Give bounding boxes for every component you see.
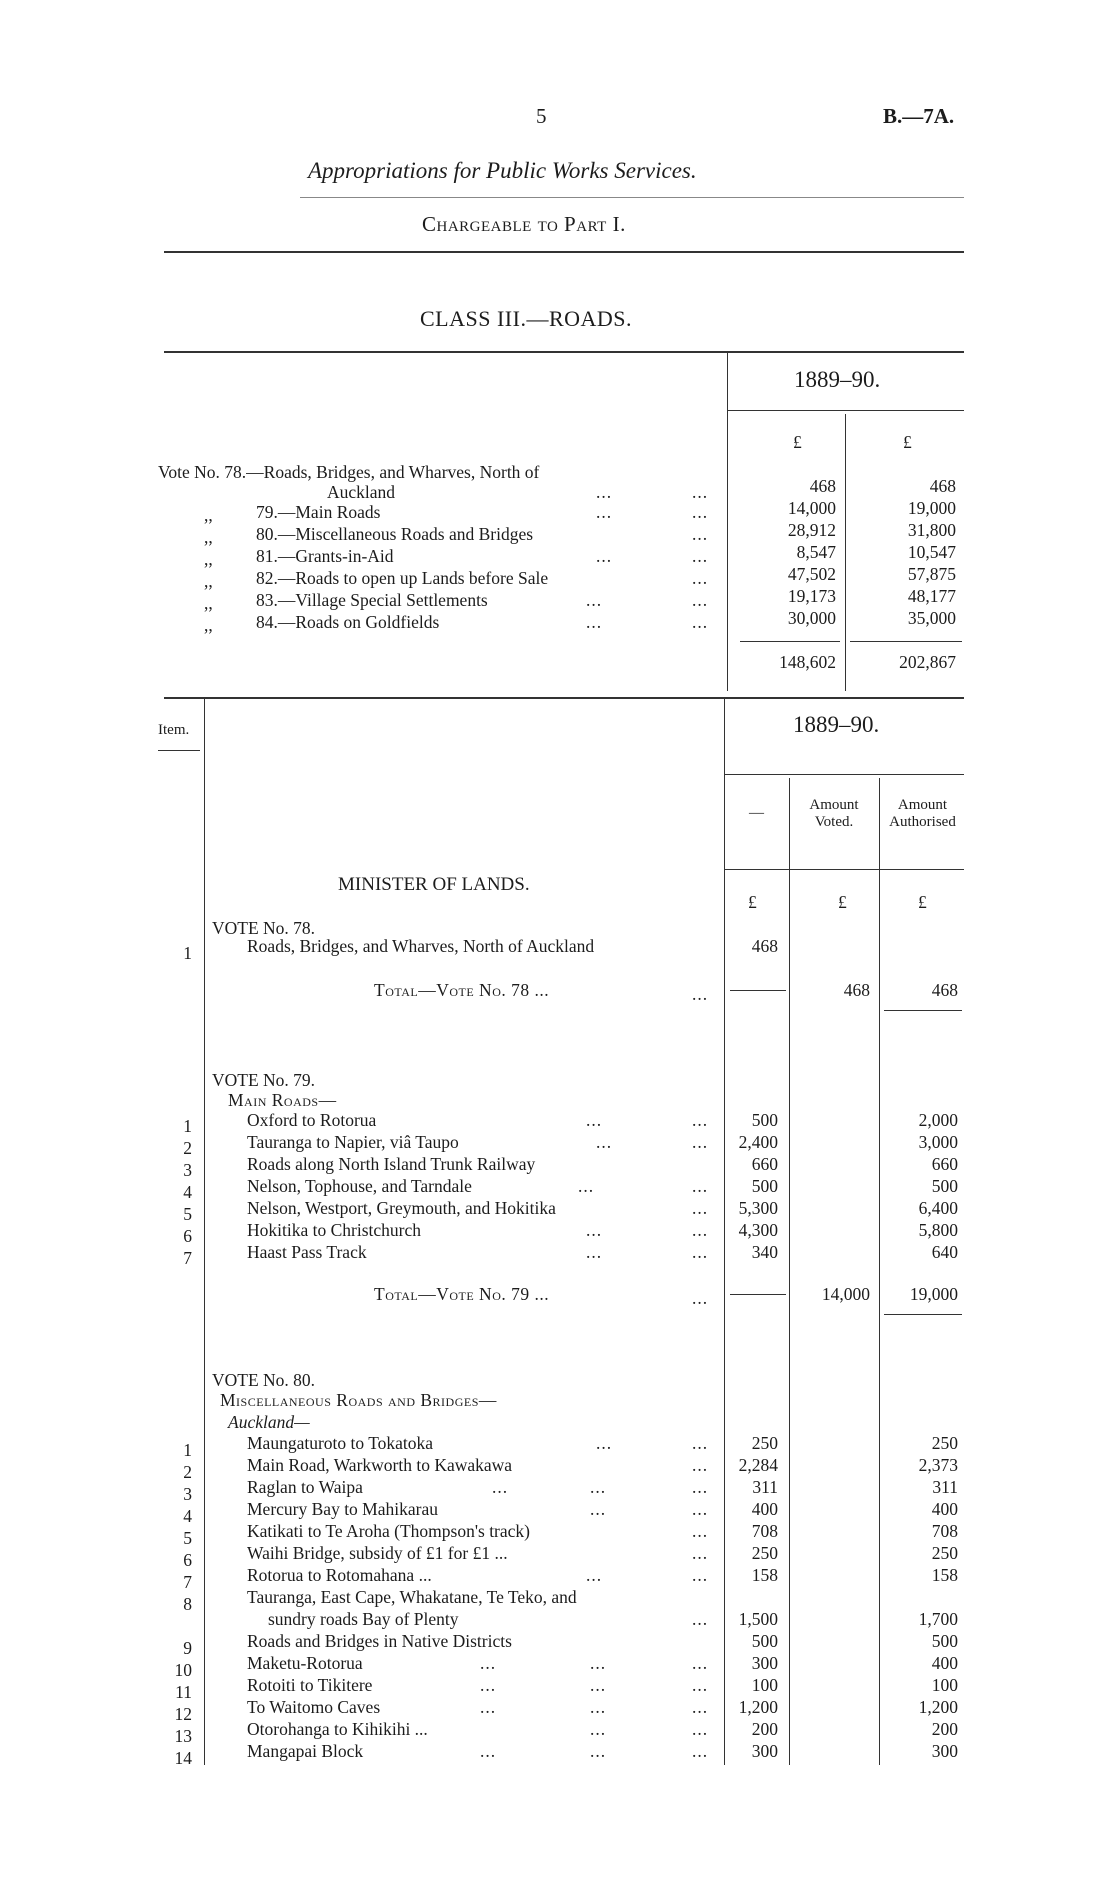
detail-year: 1889–90.: [793, 712, 880, 737]
item-label: Rotoiti to Tikitere: [247, 1675, 373, 1695]
header-line: Amount: [809, 797, 859, 813]
leader-dots: ...: [692, 1242, 709, 1262]
vote-total-label: Total—Vote No. 79 ...: [374, 1284, 550, 1304]
item-label: Mercury Bay to Mahikarau: [247, 1499, 438, 1519]
leader-dots: ...: [692, 1132, 709, 1152]
column-rule: [727, 351, 728, 691]
page-number: 5: [536, 104, 547, 128]
leader-dots: ...: [692, 546, 709, 566]
leader-dots: ...: [692, 612, 709, 632]
leader-dots: ...: [596, 1132, 613, 1152]
item-amount: 250: [751, 1543, 778, 1563]
vote-total-voted: 14,000: [821, 1284, 870, 1304]
item-amount: 708: [751, 1521, 778, 1541]
leader-dots: ...: [692, 1675, 709, 1695]
item-amount: 100: [751, 1675, 778, 1695]
leader-dots: ...: [692, 1653, 709, 1673]
item-amount: 500: [751, 1110, 778, 1130]
item-label: Main Road, Warkworth to Kawakawa: [247, 1455, 513, 1475]
item-authorised: 1,700: [918, 1609, 958, 1629]
item-authorised: 250: [931, 1543, 958, 1563]
item-amount: 2,400: [738, 1132, 778, 1152]
item-number: 7: [183, 1248, 192, 1268]
item-label-continued: sundry roads Bay of Plenty: [268, 1609, 459, 1629]
item-label: Maungaturoto to Tokatoka: [247, 1433, 434, 1453]
summary-vote-label: Vote No. 78.—Roads, Bridges, and Wharves, North of: [158, 462, 540, 482]
leader-dots: ...: [586, 1220, 603, 1240]
item-amount: 500: [751, 1631, 778, 1651]
item-label: Tauranga, East Cape, Whakatane, Te Teko, and: [247, 1587, 577, 1607]
currency-symbol: £: [903, 432, 912, 452]
leader-dots: ...: [692, 1719, 709, 1739]
item-number: 1: [183, 1116, 192, 1136]
vote-heading: VOTE No. 79.: [212, 1070, 316, 1090]
summary-amount: 10,547: [907, 542, 956, 562]
rule: [158, 750, 200, 751]
item-number: 1: [183, 943, 192, 963]
column-rule: [845, 414, 846, 691]
item-number: 5: [183, 1204, 192, 1224]
item-label: Maketu-Rotorua: [247, 1653, 363, 1673]
ditto-mark: ,,: [204, 615, 213, 635]
item-number: 7: [183, 1572, 192, 1592]
leader-dots: ...: [480, 1741, 497, 1761]
item-authorised: 640: [931, 1242, 958, 1262]
item-authorised: 500: [931, 1176, 958, 1196]
item-number: 2: [183, 1138, 192, 1158]
item-authorised: 660: [931, 1154, 958, 1174]
class-heading: CLASS III.—ROADS.: [420, 306, 633, 331]
vote-subheading: Main Roads—: [228, 1090, 337, 1110]
amount-authorised-header: [879, 797, 966, 831]
item-authorised: 200: [931, 1719, 958, 1739]
region-heading: Auckland—: [228, 1412, 310, 1432]
item-amount: 311: [752, 1477, 778, 1497]
header-line: Voted.: [814, 814, 854, 830]
summary-year: 1889–90.: [794, 367, 881, 392]
item-label: Katikati to Te Aroha (Thompson's track): [247, 1521, 530, 1541]
leader-dots: ...: [692, 1198, 709, 1218]
vote-total-label: Total—Vote No. 78 ...: [374, 980, 550, 1000]
item-amount: 5,300: [738, 1198, 778, 1218]
leader-dots: ...: [692, 1609, 709, 1629]
item-amount: 660: [751, 1154, 778, 1174]
item-label: Rotorua to Rotomahana ...: [247, 1565, 432, 1585]
item-number: 12: [174, 1704, 192, 1724]
item-amount: 300: [751, 1741, 778, 1761]
rule: [727, 410, 964, 411]
amount-voted-header: [789, 797, 879, 831]
item-amount: 400: [751, 1499, 778, 1519]
summary-amount: 28,912: [787, 520, 836, 540]
column-rule: [204, 697, 205, 1765]
column-rule: [879, 778, 880, 1765]
currency-symbol: £: [793, 432, 802, 452]
leader-dots: ...: [586, 1565, 603, 1585]
rule: [884, 1010, 962, 1011]
leader-dots: ...: [692, 1565, 709, 1585]
leader-dots: ...: [586, 590, 603, 610]
leader-dots: ...: [480, 1697, 497, 1717]
rule: [740, 641, 840, 642]
leader-dots: ...: [586, 1242, 603, 1262]
summary-amount: 19,173: [787, 586, 836, 606]
item-authorised: 5,800: [918, 1220, 958, 1240]
item-amount: 250: [751, 1433, 778, 1453]
vote-heading: VOTE No. 80.: [212, 1370, 316, 1390]
vote-total-voted: 468: [843, 980, 870, 1000]
rule: [730, 1294, 786, 1295]
leader-dots: ...: [692, 590, 709, 610]
currency-symbol: £: [838, 892, 847, 912]
leader-dots: ...: [492, 1477, 509, 1497]
item-authorised: 100: [931, 1675, 958, 1695]
vote-total-authorised: 19,000: [909, 1284, 958, 1304]
item-number: 4: [183, 1182, 192, 1202]
summary-amount: 47,502: [787, 564, 836, 584]
rule: [850, 641, 962, 642]
leader-dots: ...: [590, 1653, 607, 1673]
item-amount: 1,500: [738, 1609, 778, 1629]
item-amount: 300: [751, 1653, 778, 1673]
item-authorised: 158: [931, 1565, 958, 1585]
leader-dots: ...: [692, 1697, 709, 1717]
leader-dots: ...: [596, 1433, 613, 1453]
leader-dots: ...: [692, 1521, 709, 1541]
summary-vote-label: 83.—Village Special Settlements: [256, 590, 488, 610]
item-authorised: 300: [931, 1741, 958, 1761]
leader-dots: ...: [692, 1499, 709, 1519]
item-authorised: 400: [931, 1499, 958, 1519]
document-reference: B.—7A.: [883, 104, 955, 128]
item-number: 3: [183, 1160, 192, 1180]
summary-amount: 14,000: [787, 498, 836, 518]
item-amount: 340: [751, 1242, 778, 1262]
leader-dots: ...: [692, 1741, 709, 1761]
leader-dots: ...: [590, 1719, 607, 1739]
header-line: Authorised: [889, 814, 956, 830]
item-amount: 500: [751, 1176, 778, 1196]
ditto-mark: ,,: [204, 593, 213, 613]
item-number: 10: [174, 1660, 192, 1680]
vote-subheading: Miscellaneous Roads and Bridges—: [220, 1390, 497, 1410]
summary-amount: 468: [809, 476, 836, 496]
leader-dots: ...: [692, 524, 709, 544]
leader-dots: ...: [590, 1697, 607, 1717]
item-authorised: 6,400: [918, 1198, 958, 1218]
rule: [730, 990, 786, 991]
item-label: Roads and Bridges in Native Districts: [247, 1631, 512, 1651]
leader-dots: ...: [692, 1288, 709, 1308]
chargeable-heading: Chargeable to Part I.: [422, 212, 626, 236]
item-label: Haast Pass Track: [247, 1242, 367, 1262]
summary-amount: 48,177: [907, 586, 956, 606]
leader-dots: ...: [596, 482, 613, 502]
item-label: Nelson, Tophouse, and Tarndale: [247, 1176, 472, 1196]
leader-dots: ...: [586, 1110, 603, 1130]
leader-dots: ...: [692, 1543, 709, 1563]
leader-dots: ...: [692, 1433, 709, 1453]
summary-total: 148,602: [779, 652, 836, 672]
item-column-header: Item.: [158, 722, 190, 738]
item-number: 11: [175, 1682, 192, 1702]
ditto-mark: ,,: [204, 527, 213, 547]
leader-dots: ...: [480, 1653, 497, 1673]
leader-dots: ...: [596, 502, 613, 522]
leader-dots: ...: [596, 546, 613, 566]
item-amount: 4,300: [738, 1220, 778, 1240]
item-number: 4: [183, 1506, 192, 1526]
column-rule: [724, 697, 725, 1765]
summary-total: 202,867: [899, 652, 956, 672]
summary-amount: 30,000: [787, 608, 836, 628]
item-amount: 158: [751, 1565, 778, 1585]
leader-dots: ...: [692, 1220, 709, 1240]
item-authorised: 500: [931, 1631, 958, 1651]
item-amount: 468: [751, 936, 778, 956]
summary-amount: 468: [929, 476, 956, 496]
header-line: Amount: [897, 797, 948, 813]
item-authorised: 2,000: [918, 1110, 958, 1130]
leader-dots: ...: [692, 568, 709, 588]
rule: [300, 197, 964, 198]
item-label: Roads along North Island Trunk Railway: [247, 1154, 536, 1174]
page-title: Appropriations for Public Works Services.: [308, 158, 697, 183]
summary-vote-label-continued: Auckland: [327, 482, 396, 502]
rule: [164, 351, 964, 353]
ditto-mark: ,,: [204, 571, 213, 591]
summary-vote-label: 81.—Grants-in-Aid: [256, 546, 394, 566]
item-label: Raglan to Waipa: [247, 1477, 363, 1497]
summary-vote-label: 79.—Main Roads: [256, 502, 381, 522]
vote-heading: VOTE No. 78.: [212, 918, 316, 938]
item-number: 9: [183, 1638, 192, 1658]
currency-symbol: £: [918, 892, 927, 912]
leader-dots: ...: [586, 612, 603, 632]
item-authorised: 311: [932, 1477, 958, 1497]
leader-dots: ...: [692, 1455, 709, 1475]
item-label: Otorohanga to Kihikihi ...: [247, 1719, 428, 1739]
item-label: Hokitika to Christchurch: [247, 1220, 422, 1240]
item-number: 1: [183, 1440, 192, 1460]
rule: [724, 774, 964, 775]
item-number: 5: [183, 1528, 192, 1548]
item-label: Roads, Bridges, and Wharves, North of Auckland: [247, 936, 595, 956]
item-amount: 2,284: [738, 1455, 778, 1475]
leader-dots: ...: [692, 1477, 709, 1497]
leader-dots: ...: [692, 482, 709, 502]
item-number: 13: [174, 1726, 192, 1746]
item-authorised: 1,200: [918, 1697, 958, 1717]
item-authorised: 400: [931, 1653, 958, 1673]
vote-total-authorised: 468: [931, 980, 958, 1000]
leader-dots: ...: [480, 1675, 497, 1695]
item-authorised: 3,000: [918, 1132, 958, 1152]
item-label: Nelson, Westport, Greymouth, and Hokitika: [247, 1198, 556, 1218]
item-authorised: 708: [931, 1521, 958, 1541]
item-label: To Waitomo Caves: [247, 1697, 381, 1717]
rule: [884, 1314, 962, 1315]
summary-amount: 19,000: [907, 498, 956, 518]
leader-dots: ...: [590, 1741, 607, 1761]
leader-dots: ...: [692, 1110, 709, 1130]
summary-amount: 57,875: [907, 564, 956, 584]
item-label: Tauranga to Napier, viâ Taupo: [247, 1132, 459, 1152]
ditto-mark: ,,: [204, 505, 213, 525]
item-authorised: 2,373: [918, 1455, 958, 1475]
item-number: 6: [183, 1226, 192, 1246]
summary-vote-label: 84.—Roads on Goldfields: [256, 612, 440, 632]
ditto-mark: ,,: [204, 549, 213, 569]
minister-heading: MINISTER OF LANDS.: [338, 874, 530, 895]
column-header-dash: —: [749, 805, 764, 821]
summary-amount: 8,547: [796, 542, 836, 562]
item-number: 14: [174, 1748, 192, 1768]
item-label: Oxford to Rotorua: [247, 1110, 377, 1130]
item-label: Waihi Bridge, subsidy of £1 for £1 ...: [247, 1543, 508, 1563]
rule: [724, 869, 964, 870]
item-amount: 1,200: [738, 1697, 778, 1717]
summary-amount: 31,800: [907, 520, 956, 540]
rule: [164, 251, 964, 253]
leader-dots: ...: [578, 1176, 595, 1196]
currency-symbol: £: [748, 892, 757, 912]
item-number: 6: [183, 1550, 192, 1570]
item-amount: 200: [751, 1719, 778, 1739]
item-label: Mangapai Block: [247, 1741, 364, 1761]
summary-amount: 35,000: [907, 608, 956, 628]
item-authorised: 250: [931, 1433, 958, 1453]
column-rule: [789, 778, 790, 1765]
rule: [164, 697, 964, 699]
leader-dots: ...: [590, 1675, 607, 1695]
leader-dots: ...: [692, 1176, 709, 1196]
item-number: 2: [183, 1462, 192, 1482]
summary-vote-label: 80.—Miscellaneous Roads and Bridges: [256, 524, 534, 544]
leader-dots: ...: [590, 1477, 607, 1497]
summary-vote-label: 82.—Roads to open up Lands before Sale: [256, 568, 549, 588]
leader-dots: ...: [590, 1499, 607, 1519]
leader-dots: ...: [692, 984, 709, 1004]
item-number: 3: [183, 1484, 192, 1504]
item-number: 8: [183, 1594, 192, 1614]
leader-dots: ...: [692, 502, 709, 522]
